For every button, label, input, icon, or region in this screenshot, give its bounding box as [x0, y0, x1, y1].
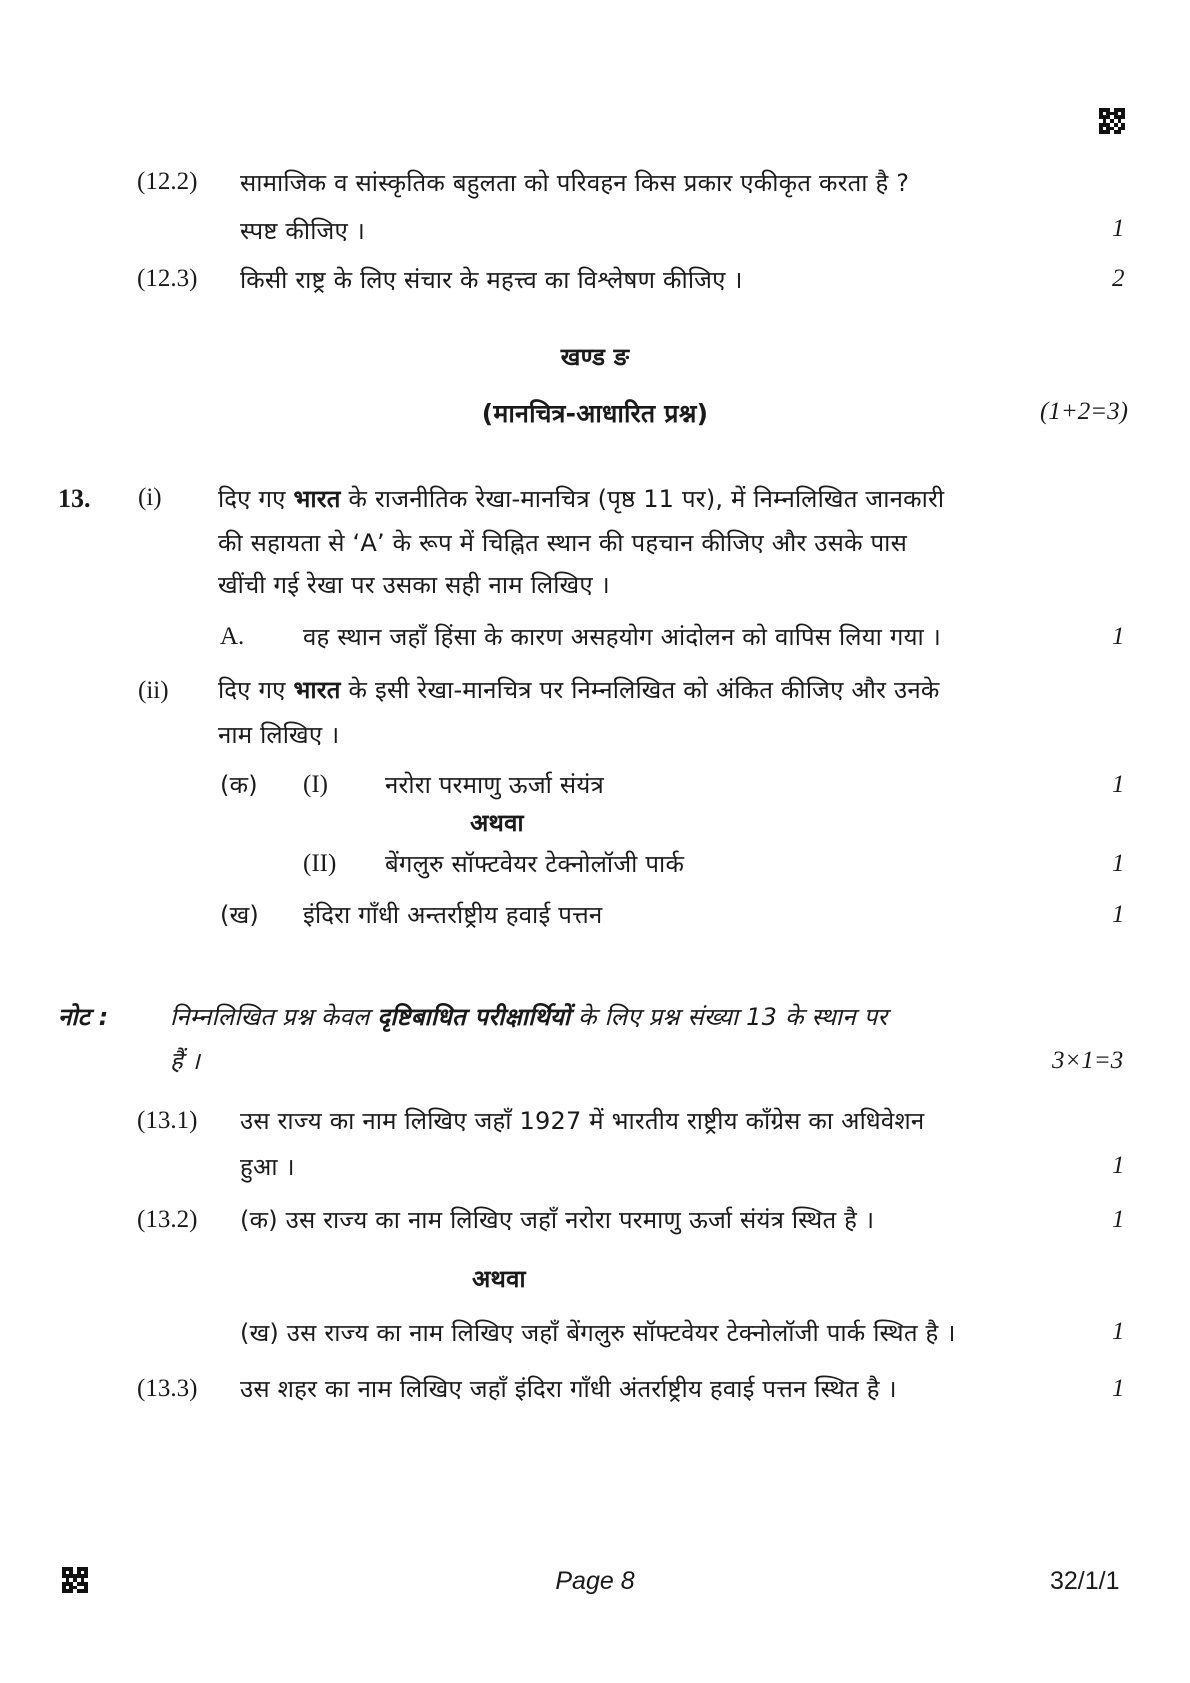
part-i-line-3: खींची गई रेखा पर उसका सही नाम लिखिए । [218, 571, 610, 599]
question-number: (13.3) [137, 1375, 198, 1402]
item-label: A. [220, 623, 245, 650]
item-text: इंदिरा गाँधी अन्तर्राष्ट्रीय हवाई पत्तन [303, 901, 603, 929]
marks: 1 [1112, 1152, 1125, 1179]
text-bold: दृष्टिबाधित परीक्षार्थियों [377, 1003, 571, 1031]
or-label: अथवा [472, 1265, 526, 1293]
question-text: (ख) उस राज्य का नाम लिखिए जहाँ बेंगलुरु सॉफ्टवेयर टेक्नोलॉजी पार्क स्थित है । [240, 1319, 956, 1347]
marks: 1 [1112, 1206, 1125, 1233]
marks: 1 [1112, 215, 1125, 242]
text: दिए गए [218, 676, 294, 704]
question-number: (12.2) [137, 168, 198, 195]
question-number: (13.1) [137, 1107, 198, 1134]
sub-label-I: (I) [303, 771, 328, 798]
question-text: हुआ । [240, 1153, 295, 1181]
paper-code: 32/1/1 [1050, 1567, 1120, 1595]
note-text-line-2: हैं । [170, 1047, 201, 1075]
section-subtitle: (मानचित्र-आधारित प्रश्न) [481, 399, 709, 428]
text: के लिए प्रश्न संख्या 13 के स्थान पर [570, 1003, 888, 1031]
text-bold: भारत [293, 676, 341, 704]
qr-code-icon [1099, 108, 1125, 134]
text: निम्नलिखित प्रश्न केवल [170, 1003, 378, 1031]
sub-label-kha: (ख) [220, 901, 259, 929]
item-text: वह स्थान जहाँ हिंसा के कारण असहयोग आंदोलन को वापिस लिया गया । [303, 623, 942, 651]
sub-label-ka: (क) [220, 771, 258, 799]
note-text [170, 1000, 1080, 1033]
marks: 1 [1112, 1318, 1125, 1345]
item-text: नरोरा परमाणु ऊर्जा संयंत्र [385, 771, 604, 799]
question-number: (12.3) [137, 265, 198, 292]
part-label: (i) [138, 484, 162, 511]
marks: 1 [1112, 1375, 1125, 1402]
text: के इसी रेखा-मानचित्र पर निम्नलिखित को अंकित कीजिए और उनके [340, 676, 940, 704]
question-text: उस शहर का नाम लिखिए जहाँ इंदिरा गाँधी अंतर्राष्ट्रीय हवाई पत्तन स्थित है । [240, 1375, 897, 1403]
marks: 1 [1112, 623, 1125, 650]
marks: 2 [1112, 265, 1125, 292]
part-ii-line-1 [218, 673, 1078, 706]
marks: 1 [1112, 771, 1125, 798]
question-number: (13.2) [137, 1206, 198, 1233]
part-i-line-1 [218, 482, 1078, 515]
question-number: 13. [58, 484, 91, 513]
section-title: खण्ड ङ [560, 343, 630, 371]
item-text: बेंगलुरु सॉफ्टवेयर टेक्नोलॉजी पार्क [385, 850, 685, 878]
question-text: उस राज्य का नाम लिखिए जहाँ 1927 में भारतीय राष्ट्रीय काँग्रेस का अधिवेशन [240, 1107, 925, 1135]
marks: 1 [1112, 901, 1125, 928]
or-label: अथवा [470, 809, 524, 837]
question-text: सामाजिक व सांस्कृतिक बहुलता को परिवहन किस प्रकार एकीकृत करता है ? [240, 169, 910, 197]
part-i-line-2: की सहायता से ‘A’ के रूप में चिह्नित स्थान की पहचान कीजिए और उसके पास [218, 529, 908, 557]
page-number: Page 8 [555, 1567, 635, 1595]
text-bold: भारत [293, 485, 341, 513]
question-text: किसी राष्ट्र के लिए संचार के महत्त्व का विश्लेषण कीजिए । [240, 266, 743, 294]
question-text: स्पष्ट कीजिए । [240, 217, 366, 245]
part-ii-line-2: नाम लिखिए । [218, 721, 340, 749]
question-text: (क) उस राज्य का नाम लिखिए जहाँ नरोरा परमाणु ऊर्जा संयंत्र स्थित है । [240, 1206, 875, 1234]
text: के राजनीतिक रेखा-मानचित्र (पृष्ठ 11 पर), में निम्नलिखित जानकारी [340, 485, 945, 513]
note-marks: 3×1=3 [1052, 1047, 1124, 1074]
section-marks: (1+2=3) [1040, 398, 1128, 425]
part-label: (ii) [138, 677, 169, 704]
note-label: नोट : [58, 1003, 109, 1031]
text: दिए गए [218, 485, 294, 513]
marks: 1 [1112, 850, 1125, 877]
sub-label-II: (II) [303, 850, 337, 877]
